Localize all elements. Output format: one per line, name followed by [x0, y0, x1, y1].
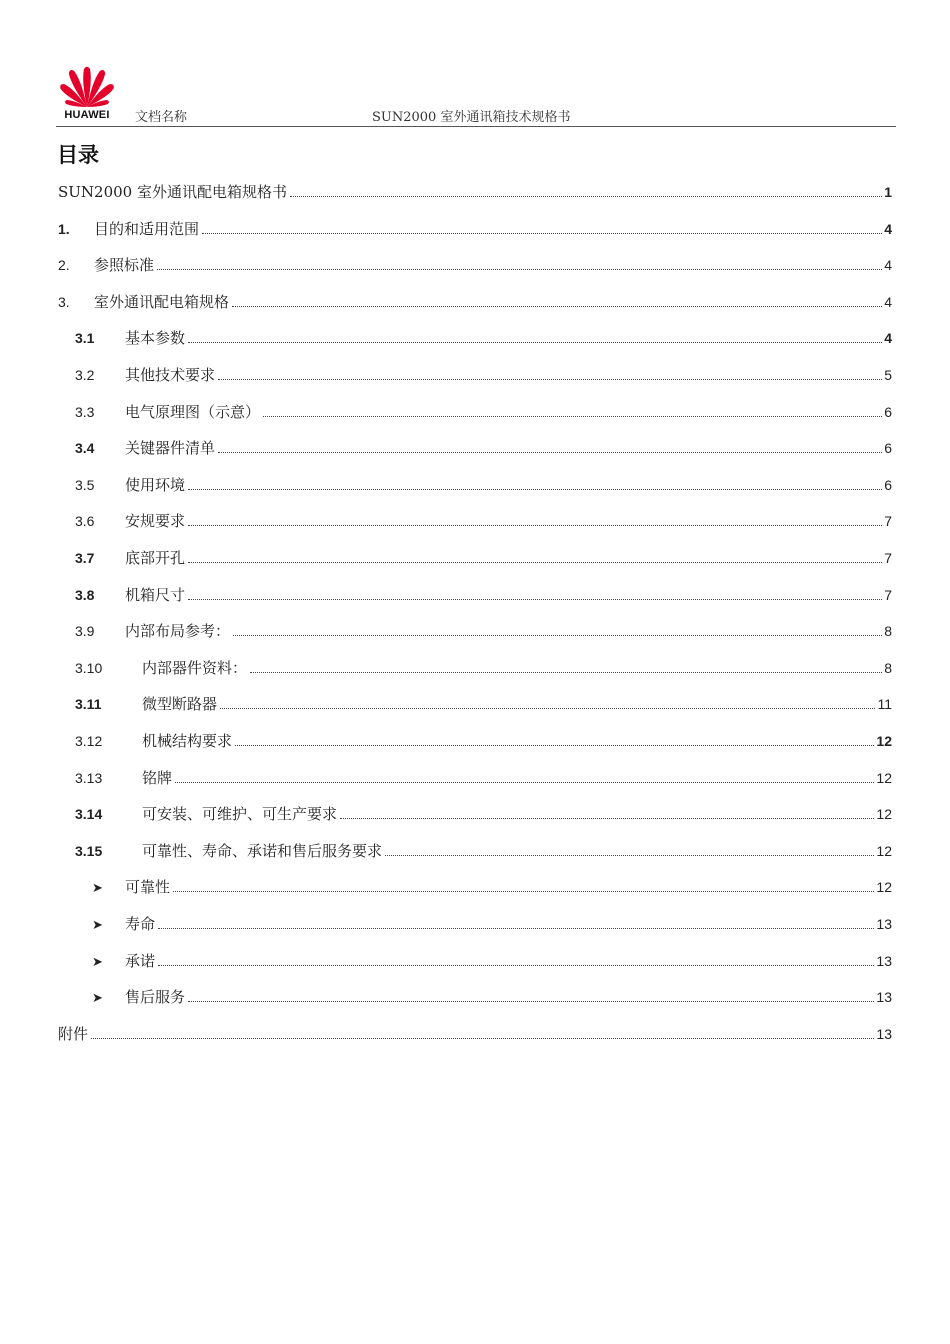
toc-entry-page: 4 — [884, 257, 892, 274]
toc-entry-number: 3. — [58, 293, 70, 310]
doc-name-label: 文档名称 — [135, 110, 188, 125]
toc-entry[interactable] — [92, 913, 892, 935]
toc-entry[interactable] — [75, 657, 892, 679]
toc-entry-label: 机械结构要求 — [142, 732, 233, 750]
toc-dot-leader — [290, 195, 882, 197]
toc-entry-label: 底部开孔 — [125, 549, 186, 567]
toc-entry-number: 3.15 — [75, 842, 103, 859]
toc-entry-label: 目的和适用范围 — [94, 219, 200, 238]
toc-entry-label: 安规要求 — [125, 512, 186, 531]
bullet-arrow-icon: ➤ — [92, 991, 103, 1007]
toc-entry[interactable] — [92, 876, 892, 898]
toc-entry-label: 使用环境 — [125, 475, 186, 494]
toc-dot-leader — [158, 927, 874, 929]
toc-entry-number: 3.8 — [75, 586, 95, 603]
toc-entry-label: 附件 — [58, 1024, 89, 1043]
toc-entry-number: 3.14 — [75, 806, 103, 823]
toc-entry-label: 寿命 — [125, 915, 156, 933]
toc-entry[interactable] — [75, 803, 892, 825]
toc-entry-page: 8 — [884, 659, 892, 676]
toc-entry-number: 3.2 — [75, 367, 95, 383]
toc-entry-number: 3.9 — [75, 623, 95, 640]
toc-entry-label: 铭牌 — [142, 768, 173, 787]
toc-entry-page: 13 — [876, 989, 892, 1006]
toc-dot-leader — [173, 890, 874, 892]
toc-entry-page: 12 — [876, 879, 892, 896]
toc-entry-page: 12 — [876, 769, 892, 786]
huawei-petals-icon — [58, 65, 116, 109]
toc-entry[interactable] — [75, 620, 892, 642]
logo-wordmark: HUAWEI — [64, 109, 110, 121]
toc-entry-page: 6 — [884, 476, 892, 493]
toc-entry-number: 3.1 — [75, 330, 95, 347]
toc-entry-label: 售后服务 — [125, 988, 186, 1007]
toc-dot-leader — [218, 451, 882, 453]
bullet-arrow-icon: ➤ — [92, 954, 103, 970]
toc-entry[interactable] — [58, 254, 892, 276]
doc-title: SUN2000 室外通讯箱技术规格书 — [372, 110, 571, 125]
toc-dot-leader — [158, 964, 874, 966]
toc-entry-page: 13 — [876, 916, 892, 932]
toc-entry-number: 3.12 — [75, 733, 103, 749]
toc-entry[interactable] — [58, 1023, 892, 1045]
toc-entry-page: 12 — [876, 806, 892, 823]
toc-entry-label: 参照标准 — [94, 256, 155, 275]
toc-dot-leader — [385, 854, 874, 856]
toc-entry-page: 4 — [884, 293, 892, 310]
toc-entry[interactable] — [75, 437, 892, 459]
toc-dot-leader — [175, 781, 874, 783]
toc-entry-label: 微型断路器 — [142, 695, 218, 714]
toc-entry-label: 室外通讯配电箱规格 — [94, 292, 230, 311]
toc-entry-page: 12 — [876, 842, 892, 859]
toc-entry[interactable] — [75, 364, 892, 386]
toc-entry-label: SUN2000 室外通讯配电箱规格书 — [58, 183, 287, 201]
toc-dot-leader — [188, 1000, 874, 1002]
toc-entry-page: 1 — [884, 184, 892, 200]
toc-entry-page: 7 — [884, 513, 892, 530]
toc-entry-number: 3.5 — [75, 476, 95, 493]
toc-entry[interactable] — [92, 986, 892, 1008]
toc-entry-page: 4 — [884, 220, 892, 237]
toc-entry[interactable] — [58, 181, 892, 203]
toc-heading: 目录 — [57, 143, 99, 167]
toc-entry-page: 11 — [877, 696, 892, 713]
toc-entry[interactable] — [75, 474, 892, 496]
toc-entry[interactable] — [75, 840, 892, 862]
toc-entry-number: 3.6 — [75, 513, 95, 530]
toc-dot-leader — [188, 598, 882, 600]
toc-dot-leader — [233, 634, 882, 636]
toc-dot-leader — [188, 488, 882, 490]
toc-entry-page: 6 — [884, 403, 892, 420]
toc-entry-page: 6 — [884, 440, 892, 457]
toc-entry[interactable] — [58, 291, 892, 313]
toc-entry-page: 4 — [884, 330, 892, 347]
toc-entry-number: 1. — [58, 220, 70, 237]
toc-entry[interactable] — [75, 767, 892, 789]
toc-dot-leader — [188, 341, 882, 343]
toc-entry-label: 内部器件资料： — [142, 658, 248, 677]
toc-dot-leader — [188, 561, 882, 563]
toc-entry[interactable] — [75, 401, 892, 423]
toc-entry-number: 3.7 — [75, 550, 95, 566]
bullet-arrow-icon: ➤ — [92, 881, 103, 897]
toc-entry-page: 13 — [876, 1025, 892, 1042]
toc-entry-page: 12 — [876, 733, 892, 749]
huawei-logo — [56, 62, 118, 122]
toc-entry[interactable] — [75, 510, 892, 532]
toc-entry-page: 7 — [884, 550, 892, 566]
bullet-arrow-icon: ➤ — [92, 918, 103, 933]
toc-dot-leader — [232, 305, 882, 307]
toc-entry-number: 2. — [58, 257, 70, 274]
toc-dot-leader — [91, 1037, 874, 1039]
toc-entry-label: 其他技术要求 — [125, 366, 216, 384]
toc-dot-leader — [218, 378, 882, 380]
toc-entry[interactable] — [75, 584, 892, 606]
toc-dot-leader — [263, 415, 882, 417]
toc-entry-label: 机箱尺寸 — [125, 585, 186, 604]
toc-dot-leader — [220, 707, 875, 709]
toc-entry[interactable] — [92, 950, 892, 972]
toc-dot-leader — [340, 817, 874, 819]
toc-dot-leader — [235, 744, 874, 746]
page-header — [56, 62, 896, 128]
toc-entry[interactable] — [75, 547, 892, 569]
toc-entry-label: 可靠性、寿命、承诺和售后服务要求 — [142, 841, 383, 860]
toc-entry[interactable] — [58, 218, 892, 240]
toc-entry[interactable] — [75, 693, 892, 715]
toc-entry-page: 13 — [876, 952, 892, 969]
toc-entry-page: 5 — [884, 367, 892, 383]
toc-entry-number: 3.3 — [75, 403, 95, 420]
toc-entry-label: 电气原理图（示意） — [125, 402, 261, 421]
toc-entry-label: 内部布局参考： — [125, 622, 231, 641]
toc-entry-label: 可安装、可维护、可生产要求 — [142, 805, 338, 824]
toc-entry[interactable] — [75, 730, 892, 752]
toc-dot-leader — [188, 524, 882, 526]
toc-entry-label: 关键器件清单 — [125, 439, 216, 458]
toc-entry-number: 3.10 — [75, 659, 103, 676]
toc-dot-leader — [202, 232, 882, 234]
toc-entry-label: 可靠性 — [125, 878, 171, 897]
toc-entry-page: 7 — [884, 586, 892, 603]
toc-entry-label: 基本参数 — [125, 329, 186, 348]
header-divider — [56, 126, 896, 127]
toc-entry-number: 3.11 — [75, 696, 102, 713]
toc-entry-number: 3.4 — [75, 440, 95, 457]
toc-dot-leader — [250, 671, 882, 673]
toc-entry-number: 3.13 — [75, 769, 103, 786]
toc-entry[interactable] — [75, 327, 892, 349]
toc-dot-leader — [157, 268, 882, 270]
toc-entry-label: 承诺 — [125, 951, 156, 970]
toc-entry-page: 8 — [884, 623, 892, 640]
